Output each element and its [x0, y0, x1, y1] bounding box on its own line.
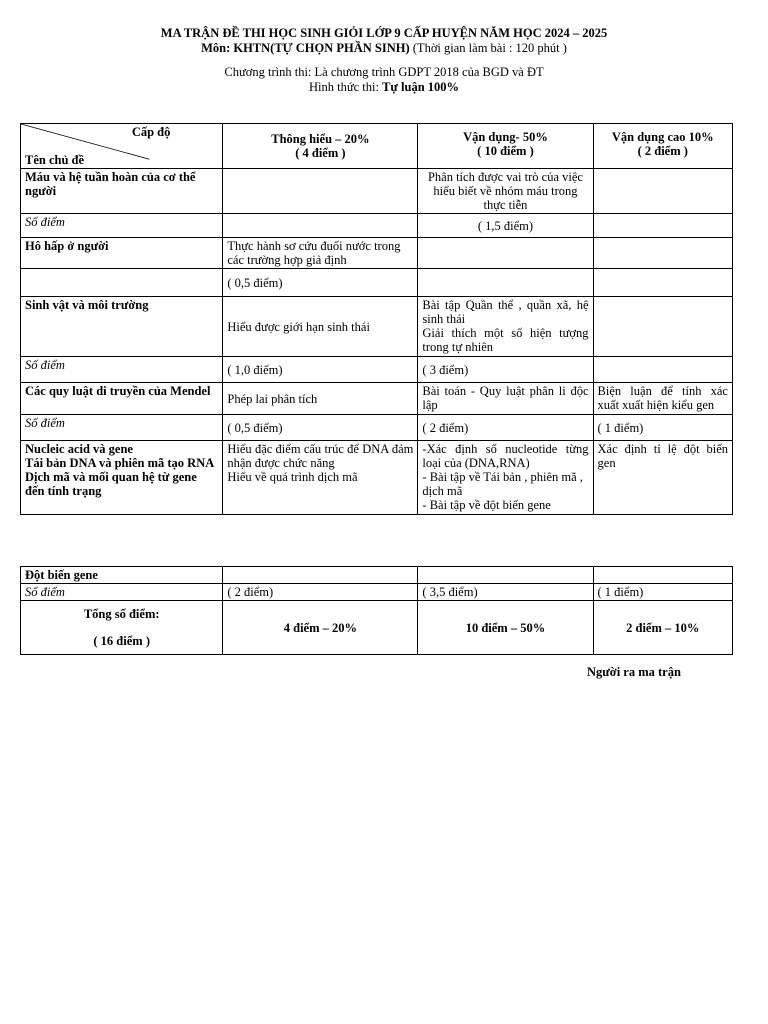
eco-van-dung — [418, 297, 593, 357]
subject-line — [0, 41, 768, 56]
nucleic-topic-line1: Nucleic acid và gene — [25, 442, 133, 456]
topic-mendel: Các quy luật di truyền của Mendel — [21, 383, 223, 415]
mendel-van-dung-cao-score: ( 1 điểm) — [593, 415, 732, 441]
score-label: Số điểm — [21, 415, 223, 441]
nucleic-van-dung-line3: - Bài tập về đột biến gene — [422, 498, 551, 512]
cell-empty — [223, 567, 418, 584]
table-row — [21, 383, 733, 415]
score-label: Số điểm — [21, 357, 223, 383]
subject-label: Môn: KHTN(TỰ CHỌN PHẦN SINH) — [201, 41, 410, 55]
cell-empty — [223, 214, 418, 238]
table-row — [21, 567, 733, 584]
topic-blood: Máu và hệ tuần hoàn của cơ thể người — [21, 169, 223, 214]
nucleic-van-dung — [418, 441, 593, 515]
header-van-dung-points: ( 10 điểm ) — [477, 144, 534, 158]
total-label-cell — [21, 601, 223, 655]
cell-empty — [21, 269, 223, 297]
eco-thong-hieu-score: ( 1,0 điểm) — [223, 357, 418, 383]
mendel-van-dung-score: ( 2 điểm) — [418, 415, 593, 441]
nucleic-topic-line2: Tái bản DNA và phiên mã tạo RNA — [25, 456, 215, 470]
mutation-thong-hieu-score: ( 2 điểm) — [223, 584, 418, 601]
mendel-thong-hieu-score: ( 0,5 điểm) — [223, 415, 418, 441]
cell-empty — [593, 567, 732, 584]
eco-van-dung-score: ( 3 điểm) — [418, 357, 593, 383]
format-label: Hình thức thi: — [308, 80, 379, 94]
cell-empty — [593, 297, 732, 357]
eco-thong-hieu: Hiểu được giới hạn sinh thái — [223, 297, 418, 357]
mutation-van-dung-score: ( 3,5 điểm) — [418, 584, 593, 601]
total-van-dung-cao: 2 điểm – 10% — [593, 601, 732, 655]
topic-nucleic — [21, 441, 223, 515]
mutation-van-dung-cao-score: ( 1 điểm) — [593, 584, 732, 601]
table-row — [21, 214, 733, 238]
total-points: ( 16 điểm ) — [93, 634, 150, 648]
topic-mutation: Đột biến gene — [21, 567, 223, 584]
cell-empty — [593, 269, 732, 297]
nucleic-van-dung-cao: Xác định tỉ lệ đột biến gen — [593, 441, 732, 515]
corner-topic-label: Tên chủ đề — [25, 153, 85, 167]
signer-label: Người ra ma trận — [587, 665, 681, 679]
header-van-dung-title: Vận dụng- 50% — [463, 130, 548, 144]
eco-van-dung-line2: Giải thích một số hiện tượng trong tự nhiên — [422, 326, 589, 354]
header-van-dung — [418, 124, 593, 169]
cell-empty — [418, 238, 593, 269]
score-label: Số điểm — [21, 214, 223, 238]
table-row — [21, 269, 733, 297]
total-label: Tổng số điểm: — [83, 607, 160, 621]
resp-thong-hieu: Thực hành sơ cứu đuối nước trong các trường hợp giả định — [223, 238, 418, 269]
nucleic-van-dung-line1: -Xác định số nucleotide từng loại của (DNA,RNA) — [422, 442, 589, 470]
table-row — [21, 297, 733, 357]
matrix-table-continued — [20, 566, 733, 655]
cell-empty — [593, 169, 732, 214]
header-thong-hieu — [223, 124, 418, 169]
table-row — [21, 238, 733, 269]
cell-empty — [223, 169, 418, 214]
cell-empty — [593, 357, 732, 383]
nucleic-van-dung-line2: - Bài tập về Tái bản , phiên mã , dịch mã — [422, 470, 583, 498]
topic-ecology: Sinh vật và môi trường — [21, 297, 223, 357]
header-thong-hieu-points: ( 4 điểm ) — [295, 146, 346, 160]
table-row — [21, 441, 733, 515]
header-van-dung-cao-points: ( 2 điểm ) — [637, 144, 688, 158]
header-van-dung-cao — [593, 124, 732, 169]
nucleic-thong-hieu-line1: Hiểu đặc điểm cấu trúc để DNA đảm nhận được chức năng — [227, 442, 414, 470]
format-line — [0, 80, 768, 95]
nucleic-thong-hieu-line2: Hiểu về quá trình dịch mã — [227, 470, 358, 484]
matrix-table — [20, 123, 733, 515]
format-value: Tự luận 100% — [382, 80, 460, 94]
blood-van-dung-score: ( 1,5 điểm) — [418, 214, 593, 238]
header-thong-hieu-title: Thông hiểu – 20% — [271, 132, 370, 146]
topic-respiration: Hô hấp ở người — [21, 238, 223, 269]
time-note: (Thời gian làm bài : 120 phút ) — [412, 41, 567, 55]
nucleic-thong-hieu — [223, 441, 418, 515]
table-row — [21, 584, 733, 601]
nucleic-topic-line3: Dịch mã và mối quan hệ từ gene đến tính trạng — [25, 470, 197, 498]
table-row — [21, 169, 733, 214]
table-row — [21, 415, 733, 441]
corner-level-label: Cấp độ — [131, 125, 171, 139]
resp-thong-hieu-score: ( 0,5 điểm) — [223, 269, 418, 297]
program-line: Chương trình thi: Là chương trình GDPT 2018 của BGD và ĐT — [224, 65, 544, 79]
total-thong-hieu: 4 điểm – 20% — [223, 601, 418, 655]
mendel-van-dung: Bài toán - Quy luật phân li độc lập — [418, 383, 593, 415]
cell-empty — [593, 214, 732, 238]
blood-van-dung: Phân tích được vai trò của việc hiểu biết về nhóm máu trong thực tiễn — [418, 169, 593, 214]
document-title: MA TRẬN ĐỀ THI HỌC SINH GIỎI LỚP 9 CẤP HUYỆN NĂM HỌC 2024 – 2025 — [160, 26, 608, 40]
header-van-dung-cao-title: Vận dụng cao 10% — [611, 130, 714, 144]
corner-header-cell — [21, 124, 223, 169]
cell-empty — [593, 238, 732, 269]
table-row — [21, 357, 733, 383]
total-van-dung: 10 điểm – 50% — [418, 601, 593, 655]
mendel-van-dung-cao: Biện luận để tính xác xuất xuất hiện kiểu gen — [593, 383, 732, 415]
score-label: Số điểm — [21, 584, 223, 601]
eco-van-dung-line1: Bài tập Quần thể , quần xã, hệ sinh thái — [422, 298, 589, 326]
table-row — [21, 601, 733, 655]
mendel-thong-hieu: Phép lai phân tích — [223, 383, 418, 415]
cell-empty — [418, 269, 593, 297]
cell-empty — [418, 567, 593, 584]
